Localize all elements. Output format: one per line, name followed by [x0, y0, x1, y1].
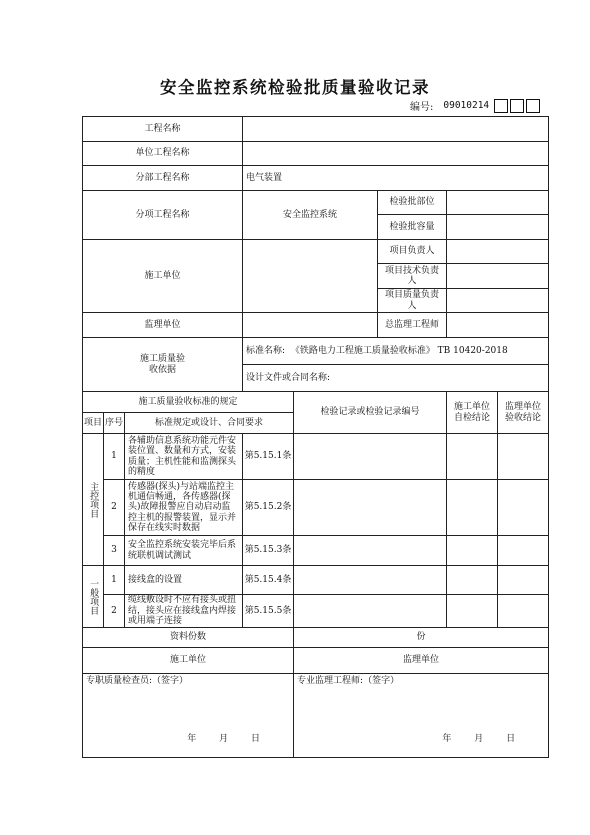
col-item: 项目: [83, 413, 104, 434]
standard-value: 《铁路电力工程施工质量验收标准》 TB 10420-2018: [290, 345, 508, 356]
main-row-1-text: 各辅助信息系统功能元件安装位置、数量和方式，安装质量；主机性能和监测探头的精度: [125, 434, 243, 480]
col-no: 序号: [104, 413, 125, 434]
record-header: 检验记录或检验记录编号: [294, 392, 447, 434]
main-row-2-accept[interactable]: [498, 480, 549, 536]
constructor-label: 施工单位: [83, 240, 243, 313]
supervisor-result-header: [498, 392, 549, 434]
general-row-1-clause: 第5.15.4条: [243, 566, 294, 595]
project-name-label: 工程名称: [83, 117, 243, 142]
main-row-2-self[interactable]: [447, 480, 498, 536]
general-row-2-no: 2: [104, 595, 125, 628]
footer-supervisor-label: 监理单位: [294, 648, 549, 674]
supervisor-label: 监理单位: [83, 313, 243, 338]
record-code: [410, 98, 540, 113]
unit-project-label: 单位工程名称: [83, 142, 243, 166]
inspector-sign-label: 专职质量检查员:（签字）: [86, 676, 189, 686]
main-row-3-text: 安全监控系统安装完毕后系统联机调试测试: [125, 536, 243, 566]
general-group: [83, 566, 104, 628]
main-row-3-self[interactable]: [447, 536, 498, 566]
general-row-2-clause: 第5.15.5条: [243, 595, 294, 628]
doc-count-unit: 份: [416, 632, 426, 643]
sub-project-value[interactable]: 电气装置: [243, 166, 549, 191]
basis-label: [83, 338, 243, 392]
basis-label-text: 施工质量验收依据: [140, 354, 186, 375]
project-leader-label: 项目负责人: [378, 240, 447, 264]
doc-count-value[interactable]: [294, 628, 549, 648]
main-row-2-clause: 第5.15.2条: [243, 480, 294, 536]
standard-cell: [243, 338, 549, 365]
item-project-value[interactable]: 安全监控系统: [243, 191, 378, 240]
main-row-1-self[interactable]: [447, 434, 498, 480]
design-label: 设计文件或合同名称:: [246, 372, 331, 383]
engineer-sign-cell[interactable]: [294, 674, 549, 758]
main-row-1-clause: 第5.15.1条: [243, 434, 294, 480]
main-group-text: 主控项目: [88, 481, 99, 518]
inspector-sign-date: 年 月 日: [187, 734, 271, 745]
standard-label: 标准名称:: [246, 345, 286, 356]
inspect-capacity-label: 检验批容量: [378, 215, 447, 240]
code-value: 09010214: [443, 100, 490, 111]
item-project-label: 分项工程名称: [83, 191, 243, 240]
inspector-sign-cell[interactable]: [83, 674, 294, 758]
project-name-value[interactable]: [243, 117, 549, 142]
constructor-result-text: 施工单位自检结论: [454, 402, 491, 423]
inspect-location-label: 检验批部位: [378, 191, 447, 215]
general-row-1-text: 接线盒的设置: [125, 566, 243, 595]
footer-constructor-label: 施工单位: [83, 648, 294, 674]
tech-leader-label: 项目技术负责人: [378, 264, 447, 289]
main-row-3-accept[interactable]: [498, 536, 549, 566]
chief-engineer-value[interactable]: [447, 313, 549, 338]
engineer-sign-label: 专业监理工程师:（签字）: [297, 676, 400, 686]
constructor-result-header: [447, 392, 498, 434]
general-row-2-accept[interactable]: [498, 595, 549, 628]
main-row-1-accept[interactable]: [498, 434, 549, 480]
unit-project-value[interactable]: [243, 142, 549, 166]
main-row-2-no: 2: [104, 480, 125, 536]
inspect-location-value[interactable]: [447, 191, 549, 215]
main-row-2-record[interactable]: [294, 480, 447, 536]
engineer-sign-date: 年 月 日: [442, 734, 526, 745]
general-row-1-self[interactable]: [447, 566, 498, 595]
supervisor-result-text: 监理单位验收结论: [505, 402, 542, 423]
code-label: 编号:: [410, 102, 434, 113]
quality-leader-value[interactable]: [447, 289, 549, 313]
code-box-3[interactable]: [526, 99, 540, 113]
general-row-1-accept[interactable]: [498, 566, 549, 595]
main-row-2-text: 传感器(探头)与站端监控主机通信畅通，各传感器(探头)故障报警应自动启动监控主机的报警装置，显示并保存在线实时数据: [125, 480, 243, 536]
main-row-3-no: 3: [104, 536, 125, 566]
general-row-2-self[interactable]: [447, 595, 498, 628]
main-row-1-no: 1: [104, 434, 125, 480]
tech-leader-value[interactable]: [447, 264, 549, 289]
main-row-3-record[interactable]: [294, 536, 447, 566]
general-row-2-text: 缆线敷设时不应有接头或扭结，接头应在接线盒内焊接或用端子连接: [125, 595, 243, 628]
std-header: 施工质量验收标准的规定: [83, 392, 294, 413]
sub-project-label: 分部工程名称: [83, 166, 243, 191]
main-row-1-record[interactable]: [294, 434, 447, 480]
supervisor-value[interactable]: [243, 313, 378, 338]
constructor-value[interactable]: [243, 240, 378, 313]
record-table: [82, 116, 549, 758]
quality-leader-label: 项目质量负责人: [378, 289, 447, 313]
code-box-1[interactable]: [494, 99, 508, 113]
page-title: 安全监控系统检验批质量验收记录: [160, 78, 430, 97]
general-row-1-no: 1: [104, 566, 125, 595]
main-group: [83, 434, 104, 566]
col-req: 标准规定或设计、合同要求: [125, 413, 294, 434]
main-row-3-clause: 第5.15.3条: [243, 536, 294, 566]
inspect-capacity-value[interactable]: [447, 215, 549, 240]
general-group-text: 一般项目: [88, 578, 99, 615]
general-row-2-record[interactable]: [294, 595, 447, 628]
code-box-2[interactable]: [510, 99, 524, 113]
project-leader-value[interactable]: [447, 240, 549, 264]
general-row-1-record[interactable]: [294, 566, 447, 595]
chief-engineer-label: 总监理工程师: [378, 313, 447, 338]
design-cell[interactable]: [243, 365, 549, 392]
doc-count-label: 资料份数: [83, 628, 294, 648]
